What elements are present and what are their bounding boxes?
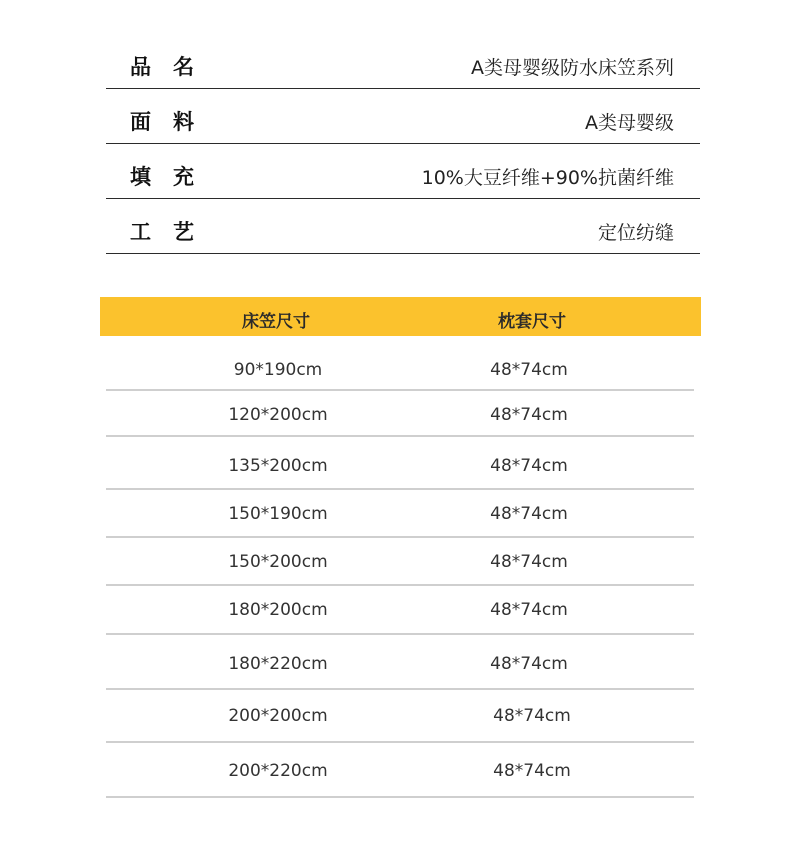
pillow-size-cell: 48*74cm [493, 761, 571, 781]
table-row [106, 437, 694, 490]
spec-label: 工艺 [130, 220, 216, 244]
bed-size-cell: 180*220cm [228, 654, 328, 674]
spec-value: A类母婴级防水床笠系列 [471, 57, 674, 79]
bed-size-cell: 150*200cm [228, 552, 328, 572]
spec-row-name [106, 34, 700, 89]
pillow-size-cell: 48*74cm [490, 405, 568, 425]
table-row [106, 743, 694, 798]
bed-size-cell: 90*190cm [233, 360, 323, 380]
header-pillow-size: 枕套尺寸 [498, 312, 566, 332]
bed-size-cell: 180*200cm [228, 600, 328, 620]
table-row [106, 635, 694, 690]
spec-row-filling [106, 144, 700, 199]
spec-row-fabric [106, 89, 700, 144]
bed-size-cell: 135*200cm [228, 456, 328, 476]
pillow-size-cell: 48*74cm [493, 706, 571, 726]
spec-value: 定位纺缝 [597, 222, 674, 244]
bed-size-cell: 150*190cm [228, 504, 328, 524]
spec-label: 面料 [130, 110, 216, 134]
spec-list [106, 34, 700, 254]
row-divider [106, 796, 694, 798]
table-row [106, 391, 694, 437]
spec-value: 10%大豆纤维+90%抗菌纤维 [421, 167, 674, 189]
bed-size-cell: 120*200cm [228, 405, 328, 425]
pillow-size-cell: 48*74cm [490, 654, 568, 674]
pillow-size-cell: 48*74cm [490, 600, 568, 620]
bed-size-cell: 200*220cm [228, 761, 328, 781]
bed-size-cell: 200*200cm [228, 706, 328, 726]
table-row [106, 586, 694, 635]
spec-row-craft [106, 199, 700, 254]
spec-value: A类母婴级 [585, 112, 674, 134]
pillow-size-cell: 48*74cm [490, 552, 568, 572]
pillow-size-cell: 48*74cm [490, 504, 568, 524]
table-row [106, 538, 694, 586]
table-row [106, 690, 694, 743]
pillow-size-cell: 48*74cm [490, 456, 568, 476]
spec-label: 品名 [130, 55, 216, 79]
table-row [106, 490, 694, 538]
table-row [106, 336, 694, 391]
spec-label: 填充 [130, 165, 216, 189]
size-table-header [100, 297, 701, 336]
header-bed-size: 床笠尺寸 [242, 312, 310, 332]
pillow-size-cell: 48*74cm [490, 360, 568, 380]
